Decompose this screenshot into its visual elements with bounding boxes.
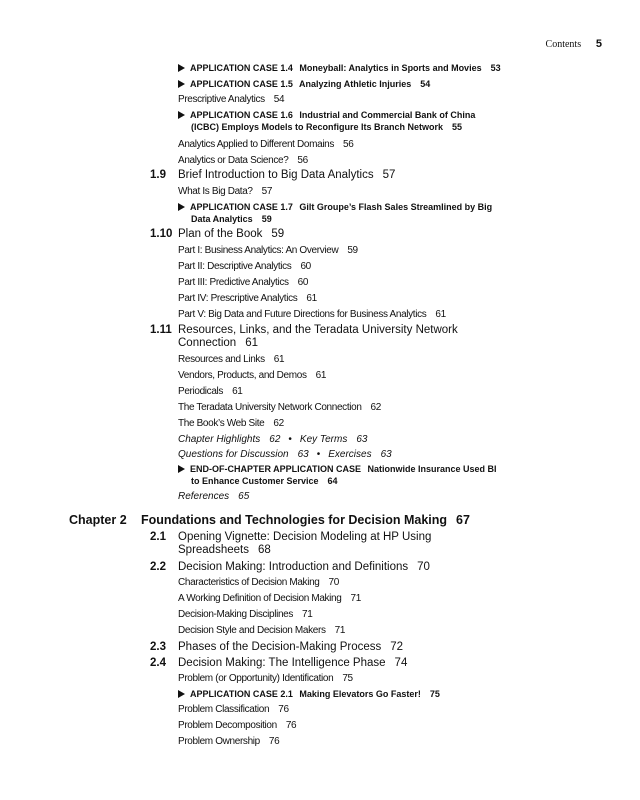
chapter-label: Chapter 2 [69,513,127,527]
toc-entry-analytics-domains: Analytics Applied to Different Domains 56 [178,139,354,150]
toc-entry-prescriptive-analytics: Prescriptive Analytics 54 [178,94,285,105]
toc-entry-problem-identification: Problem (or Opportunity) Identification 75 [178,673,353,684]
header-page-number: 5 [595,38,602,50]
toc-entry-resources: Resources and Links 61 [178,354,285,365]
toc-entry-questions-exercises: Questions for Discussion 63 • Exercises 63 [178,449,392,460]
toc-entry-analytics-data-science: Analytics or Data Science? 56 [178,155,308,166]
section-number: 2.4 [150,657,166,669]
toc-entry-part-1: Part I: Business Analytics: An Overview 59 [178,245,358,256]
toc-entry-what-is-big-data: What Is Big Data? 57 [178,186,273,197]
toc-entry-part-4: Part IV: Prescriptive Analytics 61 [178,293,317,304]
toc-app-case-1-6: APPLICATION CASE 1.6 Industrial and Commercial Bank of China (ICBC) Employs Models to Reconfigure Its Branch Network 55 [178,110,475,132]
toc-entry-decision-style: Decision Style and Decision Makers 71 [178,625,346,636]
running-header [546,38,602,50]
toc-app-case-1-4: APPLICATION CASE 1.4 Moneyball: Analytics in Sports and Movies 53 [178,63,501,73]
triangle-bullet-icon [178,465,185,473]
toc-entry-characteristics: Characteristics of Decision Making 70 [178,577,339,588]
toc-entry-highlights-key-terms: Chapter Highlights 62 • Key Terms 63 [178,434,368,445]
toc-entry-vendors: Vendors, Products, and Demos 61 [178,370,327,381]
toc-app-case-1-5: APPLICATION CASE 1.5 Analyzing Athletic Injuries 54 [178,79,430,89]
toc-entry-part-3: Part III: Predictive Analytics 60 [178,277,309,288]
toc-entry-references: References 65 [178,491,250,502]
toc-section-1-11-continued: Connection 61 [178,337,258,349]
toc-section-2-4: Decision Making: The Intelligence Phase 74 [178,657,408,669]
triangle-bullet-icon [178,690,185,698]
triangle-bullet-icon [178,80,185,88]
toc-entry-disciplines: Decision-Making Disciplines 71 [178,609,313,620]
toc-entry-problem-decomposition: Problem Decomposition 76 [178,720,297,731]
toc-section-2-1: Opening Vignette: Decision Modeling at HP Using [178,531,432,543]
toc-entry-working-definition: A Working Definition of Decision Making 71 [178,593,361,604]
triangle-bullet-icon [178,111,185,119]
section-number: 2.3 [150,641,166,653]
toc-section-1-11: Resources, Links, and the Teradata University Network [178,324,458,336]
toc-entry-problem-ownership: Problem Ownership 76 [178,736,280,747]
toc-app-case-1-7: APPLICATION CASE 1.7 Gilt Groupe’s Flash Sales Streamlined by Big Data Analytics 59 [178,202,492,224]
toc-chapter-2-title: Foundations and Technologies for Decision Making 67 [141,513,470,527]
toc-entry-part-2: Part II: Descriptive Analytics 60 [178,261,311,272]
section-number: 1.11 [150,324,172,336]
toc-section-2-1-continued: Spreadsheets 68 [178,544,271,556]
toc-entry-periodicals: Periodicals 61 [178,386,243,397]
toc-entry-problem-classification: Problem Classification 76 [178,704,289,715]
toc-entry-web-site: The Book’s Web Site 62 [178,418,284,429]
toc-entry-tun-connection: The Teradata University Network Connection 62 [178,402,381,413]
section-number: 2.2 [150,561,166,573]
triangle-bullet-icon [178,203,185,211]
triangle-bullet-icon [178,64,185,72]
header-label: Contents [545,39,582,50]
toc-section-1-9: Brief Introduction to Big Data Analytics 57 [178,169,396,181]
section-number: 1.9 [150,169,166,181]
toc-end-of-chapter-case: END-OF-CHAPTER APPLICATION CASE Nationwide Insurance Used BI to Enhance Customer Service 64 [178,464,497,486]
toc-section-2-3: Phases of the Decision-Making Process 72 [178,641,404,653]
section-number: 1.10 [150,228,173,240]
section-number: 2.1 [150,531,166,543]
toc-section-1-10: Plan of the Book 59 [178,228,285,240]
toc-app-case-2-1: APPLICATION CASE 2.1 Making Elevators Go Faster! 75 [178,689,440,699]
toc-entry-part-5: Part V: Big Data and Future Directions for Business Analytics 61 [178,309,446,320]
toc-section-2-2: Decision Making: Introduction and Definitions 70 [178,561,430,573]
